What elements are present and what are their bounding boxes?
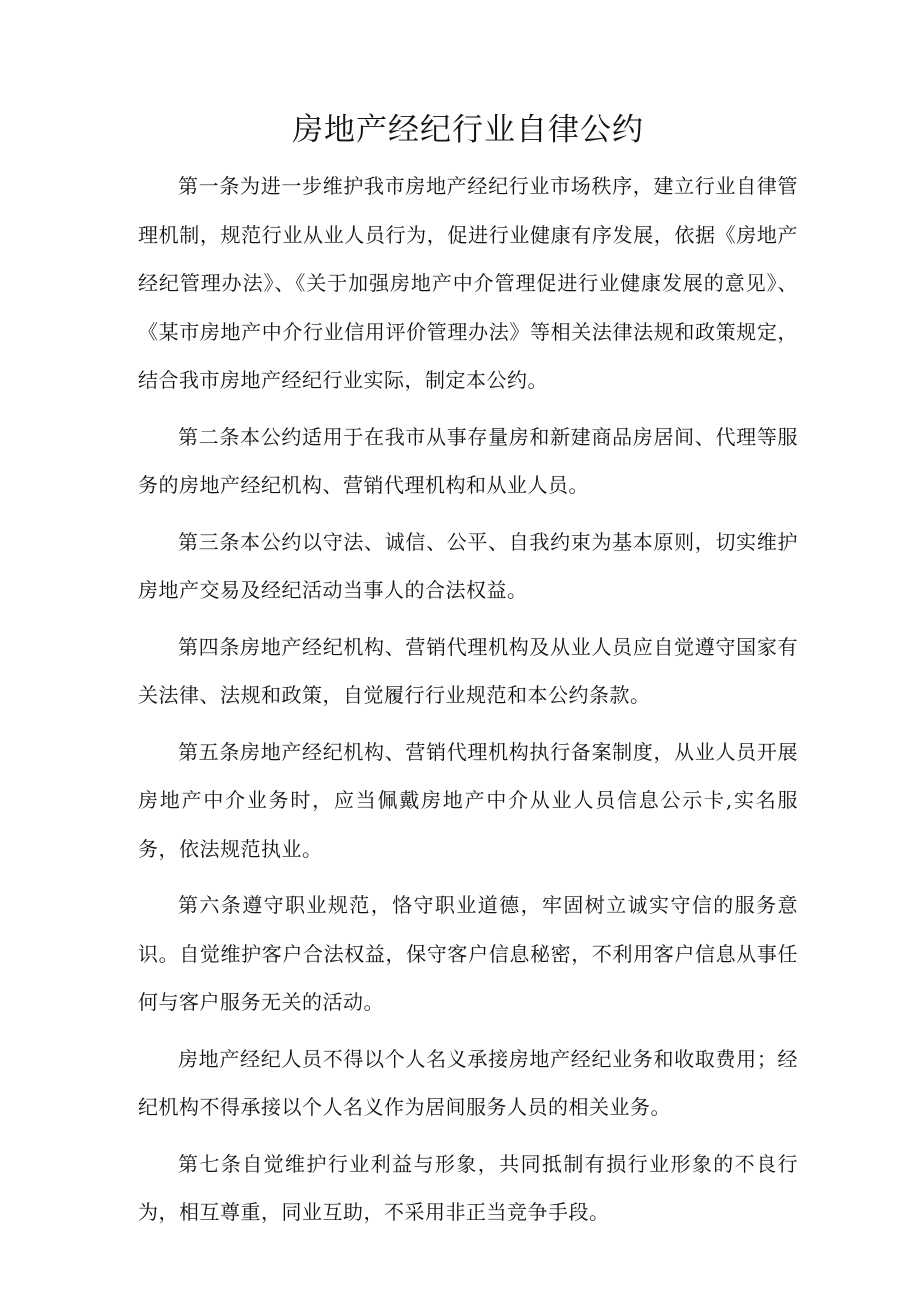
article-3-paragraph: 第三条本公约以守法、诚信、公平、自我约束为基本原则，切实维护房地产交易及经纪活动当事人的合法权益。 <box>138 529 798 602</box>
document-body <box>138 162 798 1245</box>
article-6-paragraph: 第六条遵守职业规范，恪守职业道德，牢固树立诚实守信的服务意识。自觉维护客户合法权益，保守客户信息秘密，不利用客户信息从事任何与客户服务无关的活动。 <box>138 893 798 1014</box>
article-2-paragraph: 第二条本公约适用于在我市从事存量房和新建商品房居间、代理等服务的房地产经纪机构、营销代理机构和从业人员。 <box>138 424 798 497</box>
article-1-paragraph: 第一条为进一步维护我市房地产经纪行业市场秩序，建立行业自律管理机制，规范行业从业人员行为，促进行业健康有序发展，依据《房地产经纪管理办法》、《关于加强房地产中介管理促进行业健康发展的意见》、《某市房地产中介行业信用评价管理办法》等相关法律法规和政策规定，结合我市房地产经纪行业实际，制定本公约。 <box>138 174 798 392</box>
article-5-paragraph: 第五条房地产经纪机构、营销代理机构执行备案制度，从业人员开展房地产中介业务时，应当佩戴房地产中介从业人员信息公示卡,实名服务，依法规范执业。 <box>138 739 798 861</box>
article-7-paragraph: 第七条自觉维护行业利益与形象，共同抵制有损行业形象的不良行为，相互尊重，同业互助，不采用非正当竞争手段。 <box>138 1151 798 1224</box>
article-6-supplement-paragraph: 房地产经纪人员不得以个人名义承接房地产经纪业务和收取费用；经纪机构不得承接以个人名义作为居间服务人员的相关业务。 <box>138 1046 798 1119</box>
document-title: 房地产经纪行业自律公约 <box>292 112 644 148</box>
article-4-paragraph: 第四条房地产经纪机构、营销代理机构及从业人员应自觉遵守国家有关法律、法规和政策，自觉履行行业规范和本公约条款。 <box>138 634 798 707</box>
